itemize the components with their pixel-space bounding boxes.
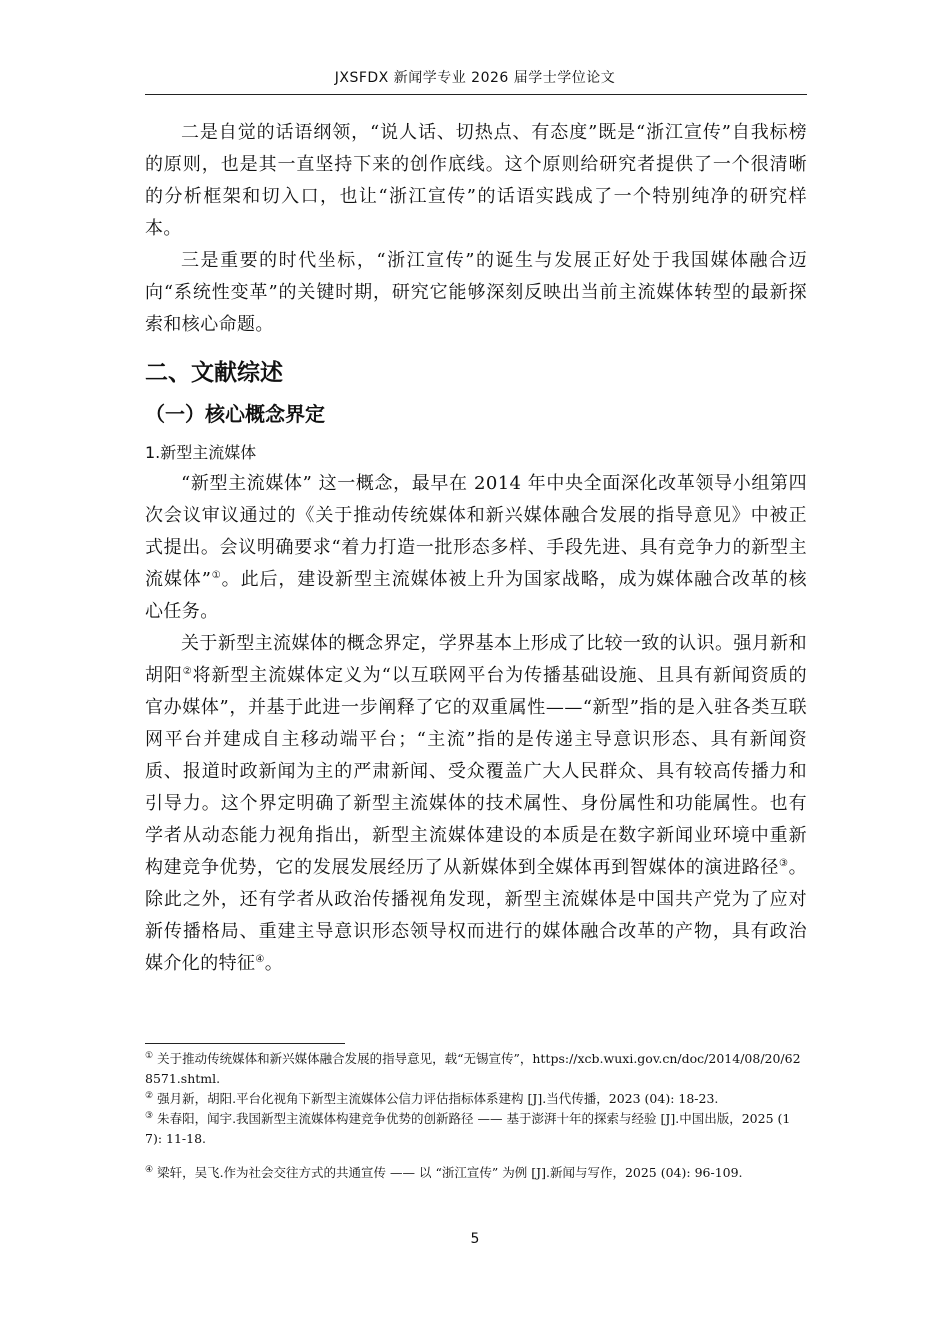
paragraph-concept-origin bbox=[145, 468, 807, 628]
header-rule bbox=[145, 94, 807, 95]
main-content bbox=[145, 117, 807, 980]
footnote-text: 强月新，胡阳.平台化视角下新型主流媒体公信力评估指标体系建构 [J].当代传播，2023 (04): 18-23. bbox=[157, 1091, 719, 1106]
footnote-2 bbox=[145, 1089, 807, 1109]
footnote-ref-2[interactable]: ② bbox=[182, 666, 193, 677]
footnote-rule bbox=[145, 1043, 345, 1044]
page-number: 5 bbox=[470, 1231, 480, 1247]
text-run: 关于新型主流媒体的概念界定，学界基本上形成了比较一致的认识。强月新和胡阳 bbox=[145, 633, 807, 686]
footnote-text: 梁轩，吴飞.作为社会交往方式的共通宣传 —— 以 “浙江宣传” 为例 [J].新闻与写作，2025 (04): 96-109. bbox=[157, 1165, 743, 1180]
footnote-mark: ② bbox=[145, 1090, 154, 1101]
footnote-ref-1[interactable]: ① bbox=[211, 570, 222, 581]
text-run: “新型主流媒体” 这一概念，最早在 2014 年中央全面深化改革领导小组第四次会议审议通过的《关于推动传统媒体和新兴媒体融合发展的指导意见》中被正式提出。会议明确要求“着力打造一批形态多样、手段先进、具有竞争力的新型主流媒体” bbox=[145, 473, 807, 590]
paragraph-concept-definition bbox=[145, 628, 807, 980]
text-run: 。此后，建设新型主流媒体被上升为国家战略，成为媒体融合改革的核心任务。 bbox=[145, 569, 807, 622]
text-run: 。除此之外，还有学者从政治传播视角发现，新型主流媒体是中国共产党为了应对新传播格局、重建主导意识形态领导权而进行的媒体融合改革的产物，具有政治媒介化的特征 bbox=[145, 857, 807, 974]
footnote-ref-3[interactable]: ③ bbox=[778, 858, 789, 869]
section-heading: 二、文献综述 bbox=[145, 360, 283, 386]
footnote-4 bbox=[145, 1163, 807, 1183]
footnote-1 bbox=[145, 1049, 807, 1089]
footnote-3 bbox=[145, 1109, 807, 1149]
footnote-text: 朱春阳，闻宇.我国新型主流媒体构建竞争优势的创新路径 —— 基于澎湃十年的探索与经验 [J].中国出版，2025 (17): 11-18. bbox=[145, 1111, 791, 1146]
footnote-mark: ③ bbox=[145, 1110, 154, 1121]
footnote-mark: ① bbox=[145, 1050, 154, 1061]
subsubsection-heading: 1.新型主流媒体 bbox=[145, 443, 257, 462]
footnote-text: 关于推动传统媒体和新兴媒体融合发展的指导意见，载“无锡宣传”，https://xcb.wuxi.gov.cn/doc/2014/08/20/628571.shtml. bbox=[145, 1051, 801, 1086]
text-run: 将新型主流媒体定义为“以互联网平台为传播基础设施、且具有新闻资质的官办媒体”，并基于此进一步阐释了它的双重属性——“新型”指的是入驻各类互联网平台并建成自主移动端平台；“主流”指的是传递主导意识形态、具有新闻资质、报道时政新闻为主的严肃新闻、受众覆盖广大人民群众、具有较高传播力和引导力。这个界定明确了新型主流媒体的技术属性、身份属性和功能属性。也有学者从动态能力视角指出，新型主流媒体建设的本质是在数字新闻业环境中重新构建竞争优势，它的发展发展经历了从新媒体到全媒体再到智媒体的演进路径 bbox=[145, 665, 807, 878]
text-run: 。 bbox=[264, 953, 284, 974]
footnotes bbox=[145, 1049, 807, 1183]
subsection-heading: （一）核心概念界定 bbox=[145, 402, 325, 426]
footnote-mark: ④ bbox=[145, 1164, 154, 1175]
footnote-ref-4[interactable]: ④ bbox=[255, 954, 265, 965]
paragraph-era: 三是重要的时代坐标，“浙江宣传”的诞生与发展正好处于我国媒体融合迈向“系统性变革”的关键时期，研究它能够深刻反映出当前主流媒体转型的最新探索和核心命题。 bbox=[145, 250, 807, 335]
paragraph-discourse: 二是自觉的话语纲领，“说人话、切热点、有态度”既是“浙江宣传”自我标榜的原则，也是其一直坚持下来的创作底线。这个原则给研究者提供了一个很清晰的分析框架和切入口，也让“浙江宣传”的话语实践成了一个特别纯净的研究样本。 bbox=[145, 122, 807, 239]
running-header: JXSFDX 新闻学专业 2026 届学士学位论文 bbox=[334, 70, 616, 86]
